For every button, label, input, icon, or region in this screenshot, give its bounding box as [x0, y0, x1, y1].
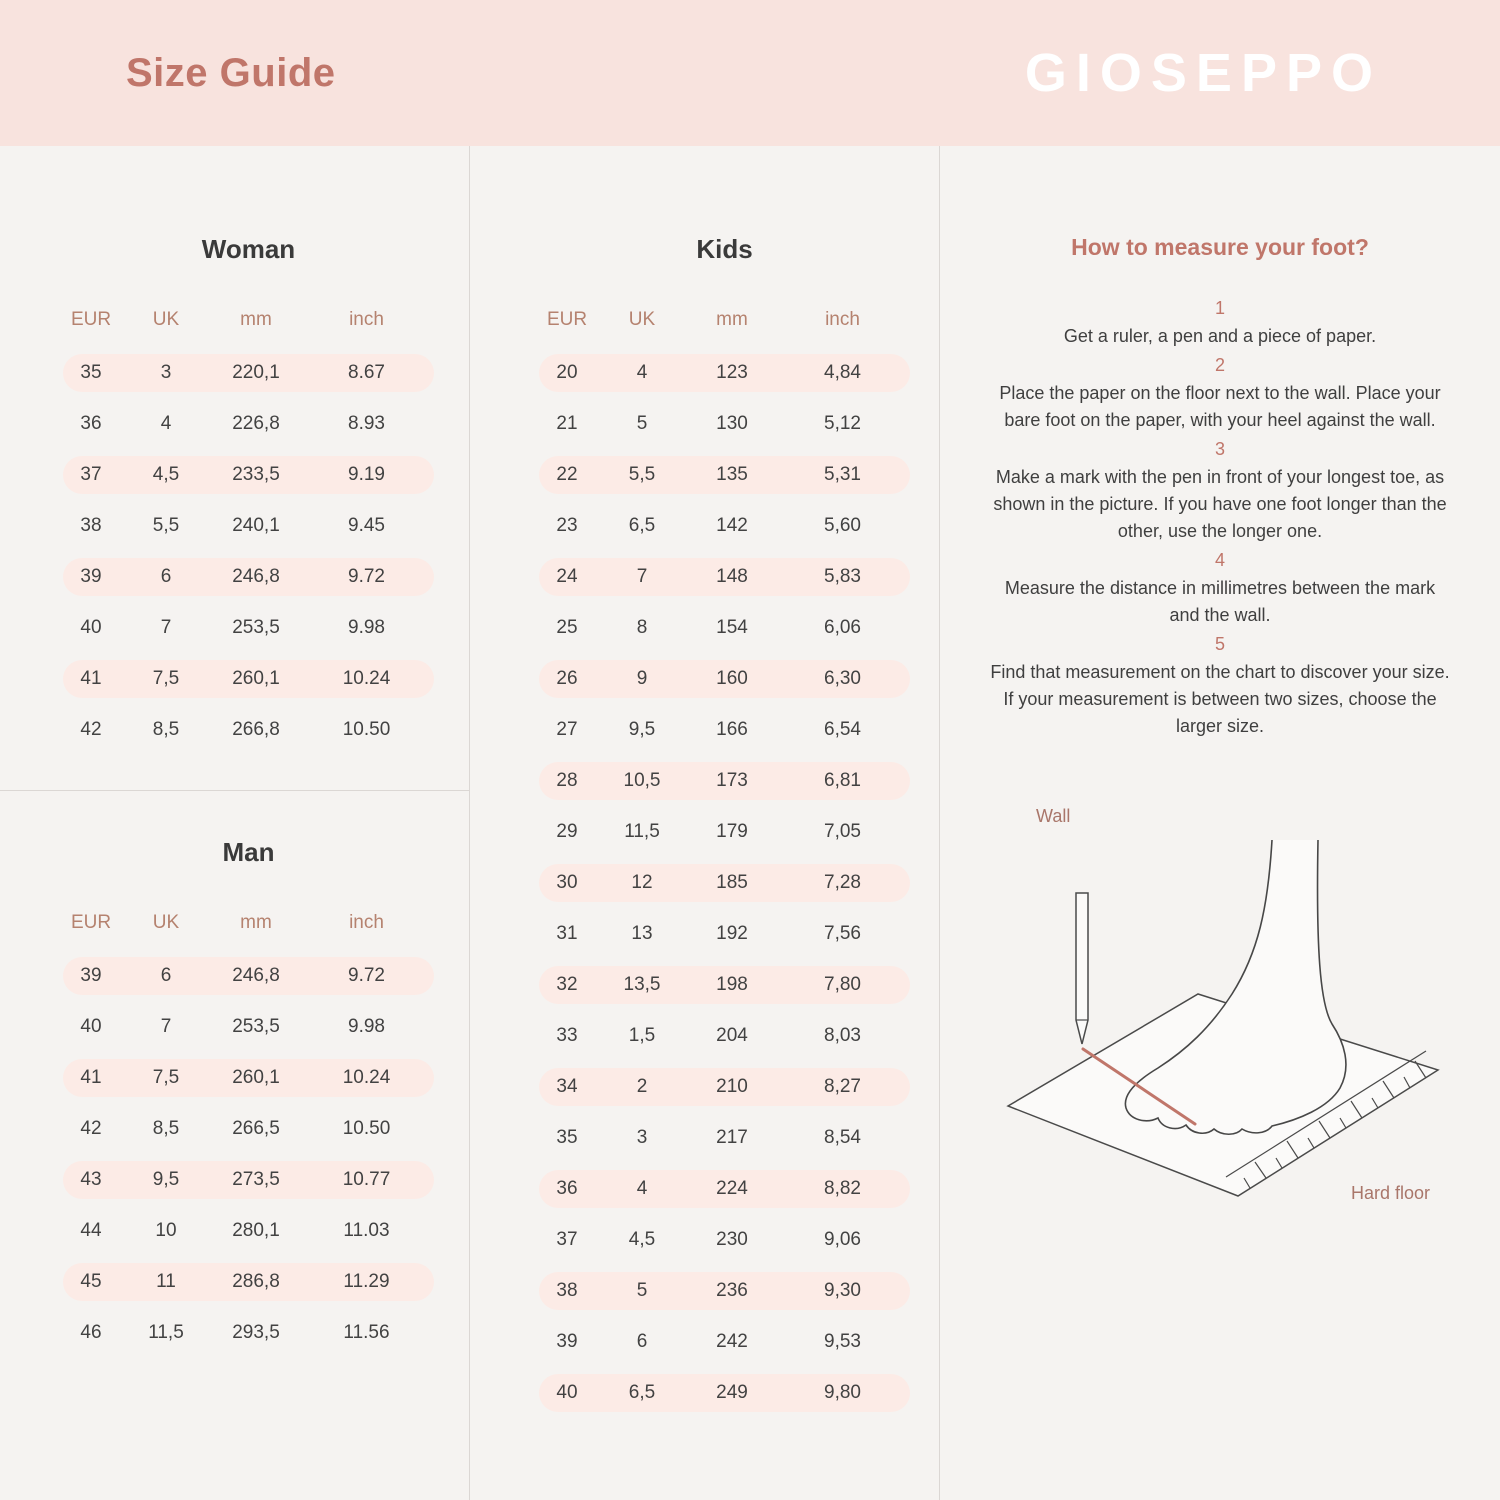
table-cell: 39 [556, 1331, 578, 1352]
table-cell: 9.45 [348, 515, 385, 536]
table-cell: 246,8 [232, 566, 280, 587]
table-cell: 9.98 [348, 1016, 385, 1037]
hard-floor-label: Hard floor [1350, 1183, 1430, 1203]
step-number: 1 [1214, 298, 1225, 318]
table-cell: 236 [716, 1280, 748, 1301]
table-cell: 5,12 [824, 413, 861, 434]
table-cell: 9 [636, 668, 648, 689]
howto-title: How to measure your foot? [1071, 234, 1369, 260]
table-cell: 38 [556, 1280, 578, 1301]
table-row [63, 660, 434, 698]
table-row [63, 456, 434, 494]
wall-label: Wall [1036, 806, 1071, 826]
table-cell: 5 [636, 1280, 648, 1301]
step-number: 5 [1214, 634, 1225, 654]
table-cell: 21 [556, 413, 578, 434]
table-cell: 41 [80, 1067, 102, 1088]
table-cell: 179 [716, 821, 748, 842]
table-cell: 6,5 [628, 515, 656, 536]
column-header: mm [240, 912, 272, 933]
woman-size-table [63, 301, 434, 749]
table-cell: 9.72 [348, 965, 385, 986]
table-cell: 8,54 [824, 1127, 861, 1148]
table-cell: 9,06 [824, 1229, 861, 1250]
table-cell: 135 [716, 464, 748, 485]
table-cell: 9,30 [824, 1280, 861, 1301]
table-cell: 7,28 [824, 872, 861, 893]
table-cell: 9,5 [628, 719, 656, 740]
table-cell: 11 [156, 1271, 176, 1292]
table-cell: 253,5 [232, 1016, 280, 1037]
table-row [63, 1263, 434, 1301]
kids-table-title: Kids [696, 234, 753, 264]
table-row [539, 762, 910, 800]
table-cell: 10 [155, 1220, 177, 1241]
howto-step [970, 434, 1470, 545]
table-cell: 26 [556, 668, 578, 689]
column-header: EUR [70, 309, 112, 330]
table-cell: 5,31 [824, 464, 861, 485]
howto-step [970, 545, 1470, 629]
table-row [539, 1119, 910, 1157]
table-cell: 39 [80, 566, 102, 587]
pencil-icon [1076, 893, 1088, 1044]
table-cell: 10.50 [342, 1118, 391, 1139]
table-cell: 7 [160, 1016, 172, 1037]
table-cell: 9.98 [348, 617, 385, 638]
table-cell: 266,8 [232, 719, 280, 740]
man-table-title: Man [222, 837, 275, 867]
table-cell: 43 [80, 1169, 102, 1190]
kids-size-table [539, 301, 910, 1412]
table-cell: 27 [556, 719, 578, 740]
table-cell: 28 [556, 770, 578, 791]
column-header: UK [152, 309, 180, 330]
table-cell: 293,5 [232, 1322, 280, 1343]
table-cell: 8,27 [824, 1076, 861, 1097]
table-cell: 273,5 [232, 1169, 280, 1190]
column-header: mm [716, 309, 748, 330]
table-cell: 240,1 [232, 515, 280, 536]
table-row [63, 1161, 434, 1199]
table-cell: 217 [716, 1127, 748, 1148]
table-cell: 6,81 [824, 770, 861, 791]
table-row [539, 966, 910, 1004]
column-header: UK [152, 912, 180, 933]
table-cell: 41 [80, 668, 102, 689]
table-cell: 37 [556, 1229, 578, 1250]
foot-outline [1125, 840, 1346, 1134]
table-cell: 8.67 [348, 362, 385, 383]
column-kids [470, 146, 940, 1500]
table-row [63, 354, 434, 392]
table-cell: 24 [556, 566, 578, 587]
table-cell: 166 [716, 719, 748, 740]
table-cell: 11.03 [343, 1220, 390, 1241]
step-text: Make a mark with the pen in front of your longest toe, as shown in the picture. If you have one foot longer than the other, use the longer one. [993, 467, 1447, 541]
table-cell: 22 [556, 464, 578, 485]
column-header: mm [240, 309, 272, 330]
table-cell: 154 [716, 617, 748, 638]
table-cell: 6,5 [628, 1382, 656, 1403]
table-cell: 6,06 [824, 617, 861, 638]
table-cell: 20 [556, 362, 578, 383]
table-row [539, 1068, 910, 1106]
table-cell: 13,5 [623, 974, 661, 995]
table-cell: 29 [556, 821, 578, 842]
column-instructions [940, 146, 1500, 1500]
table-row [63, 507, 434, 545]
table-cell: 220,1 [232, 362, 280, 383]
table-row [539, 1170, 910, 1208]
table-cell: 8.93 [348, 413, 385, 434]
table-cell: 30 [556, 872, 578, 893]
step-text: Place the paper on the floor next to the wall. Place your bare foot on the paper, with your heel against the wall. [999, 383, 1441, 430]
table-cell: 230 [716, 1229, 748, 1250]
table-header-row [63, 904, 434, 942]
step-number: 3 [1214, 439, 1225, 459]
table-cell: 8,82 [824, 1178, 861, 1199]
table-cell: 3 [160, 362, 172, 383]
table-row [539, 354, 910, 392]
table-cell: 10.50 [342, 719, 391, 740]
table-cell: 260,1 [232, 668, 280, 689]
table-cell: 260,1 [232, 1067, 280, 1088]
table-cell: 5 [636, 413, 648, 434]
table-cell: 130 [716, 413, 748, 434]
table-cell: 4,84 [824, 362, 861, 383]
table-cell: 31 [556, 923, 578, 944]
table-cell: 6,30 [824, 668, 861, 689]
column-header: EUR [546, 309, 588, 330]
table-cell: 2 [636, 1076, 648, 1097]
table-row [63, 1110, 434, 1148]
column-header: inch [349, 912, 384, 933]
table-cell: 25 [556, 617, 578, 638]
table-row [539, 507, 910, 545]
table-cell: 226,8 [232, 413, 280, 434]
table-cell: 3 [636, 1127, 648, 1148]
table-cell: 185 [716, 872, 748, 893]
table-row [539, 660, 910, 698]
table-cell: 253,5 [232, 617, 280, 638]
table-cell: 45 [80, 1271, 102, 1292]
table-cell: 10.24 [342, 1067, 391, 1088]
table-cell: 12 [631, 872, 653, 893]
table-row [539, 1017, 910, 1055]
table-cell: 233,5 [232, 464, 280, 485]
table-cell: 8,5 [152, 719, 180, 740]
table-row [539, 405, 910, 443]
howto-step [970, 629, 1470, 740]
table-cell: 32 [556, 974, 578, 995]
table-row [539, 456, 910, 494]
man-section [0, 790, 469, 1365]
howto-steps [970, 293, 1470, 740]
table-cell: 8,5 [152, 1118, 180, 1139]
table-cell: 10,5 [623, 770, 661, 791]
table-row [63, 609, 434, 647]
column-woman-man [0, 146, 470, 1500]
table-row [539, 711, 910, 749]
table-row [63, 711, 434, 749]
table-cell: 40 [80, 1016, 102, 1037]
table-cell: 4,5 [628, 1229, 656, 1250]
table-cell: 6 [636, 1331, 648, 1352]
step-number: 4 [1214, 550, 1225, 570]
table-cell: 9.72 [348, 566, 385, 587]
table-cell: 6 [160, 965, 172, 986]
table-cell: 4 [636, 1178, 648, 1199]
table-cell: 8,03 [824, 1025, 861, 1046]
foot-measure-illustration [990, 798, 1450, 1198]
table-row [539, 864, 910, 902]
table-row [63, 1314, 434, 1352]
table-cell: 40 [556, 1382, 578, 1403]
table-cell: 280,1 [232, 1220, 280, 1241]
table-cell: 38 [80, 515, 102, 536]
table-cell: 42 [80, 719, 102, 740]
table-row [539, 609, 910, 647]
table-cell: 11,5 [624, 821, 660, 842]
table-cell: 6 [160, 566, 172, 587]
table-cell: 123 [716, 362, 748, 383]
table-cell: 36 [556, 1178, 578, 1199]
table-cell: 33 [556, 1025, 578, 1046]
table-cell: 9,5 [152, 1169, 180, 1190]
table-cell: 23 [556, 515, 578, 536]
table-cell: 37 [80, 464, 102, 485]
column-header: EUR [70, 912, 112, 933]
table-header-row [539, 301, 910, 339]
table-cell: 40 [80, 617, 102, 638]
table-row [63, 558, 434, 596]
brand-logo: GIOSEPPO [1024, 43, 1382, 103]
table-cell: 249 [716, 1382, 748, 1403]
table-cell: 7,05 [824, 821, 861, 842]
table-cell: 34 [556, 1076, 578, 1097]
table-cell: 224 [716, 1178, 748, 1199]
table-cell: 11,5 [148, 1322, 184, 1343]
measure-diagram [990, 798, 1450, 1203]
table-cell: 36 [80, 413, 102, 434]
table-cell: 286,8 [232, 1271, 280, 1292]
table-cell: 7,56 [824, 923, 861, 944]
table-cell: 7,80 [824, 974, 861, 995]
table-cell: 35 [80, 362, 102, 383]
table-cell: 42 [80, 1118, 102, 1139]
table-cell: 11.56 [343, 1322, 390, 1343]
step-text: Find that measurement on the chart to discover your size. If your measurement is between two sizes, choose the larger size. [990, 662, 1450, 736]
step-text: Get a ruler, a pen and a piece of paper. [1063, 326, 1377, 346]
table-row [539, 813, 910, 851]
table-row [63, 405, 434, 443]
column-header: inch [825, 309, 860, 330]
howto-step [970, 350, 1470, 434]
kids-section [470, 146, 939, 1412]
table-cell: 10.24 [342, 668, 391, 689]
table-cell: 4,5 [152, 464, 180, 485]
table-cell: 266,5 [232, 1118, 280, 1139]
table-cell: 198 [716, 974, 748, 995]
table-cell: 11.29 [343, 1271, 390, 1292]
table-row [63, 957, 434, 995]
table-cell: 210 [716, 1076, 748, 1097]
table-cell: 1,5 [628, 1025, 656, 1046]
table-cell: 9,53 [824, 1331, 861, 1352]
table-cell: 173 [716, 770, 748, 791]
table-row [539, 915, 910, 953]
table-cell: 242 [716, 1331, 748, 1352]
table-row [539, 1221, 910, 1259]
table-cell: 46 [80, 1322, 102, 1343]
column-header: inch [349, 309, 384, 330]
table-row [539, 558, 910, 596]
table-cell: 5,60 [824, 515, 861, 536]
table-cell: 5,5 [152, 515, 180, 536]
table-cell: 9.19 [348, 464, 385, 485]
table-cell: 4 [636, 362, 648, 383]
header [0, 0, 1500, 146]
table-cell: 8 [636, 617, 648, 638]
table-cell: 13 [631, 923, 653, 944]
table-cell: 5,5 [628, 464, 656, 485]
table-row [63, 1212, 434, 1250]
table-cell: 192 [716, 923, 748, 944]
table-cell: 7,5 [152, 1067, 180, 1088]
table-cell: 7 [636, 566, 648, 587]
step-text: Measure the distance in millimetres between the mark and the wall. [1004, 578, 1436, 625]
table-row [539, 1272, 910, 1310]
table-cell: 35 [556, 1127, 578, 1148]
table-cell: 142 [716, 515, 748, 536]
woman-section [0, 146, 469, 790]
table-row [63, 1008, 434, 1046]
man-size-table [63, 904, 434, 1352]
table-cell: 44 [80, 1220, 102, 1241]
table-cell: 160 [716, 668, 748, 689]
table-cell: 7,5 [152, 668, 180, 689]
table-cell: 5,83 [824, 566, 861, 587]
table-row [539, 1374, 910, 1412]
table-cell: 4 [160, 413, 172, 434]
table-cell: 246,8 [232, 965, 280, 986]
table-row [63, 1059, 434, 1097]
table-cell: 39 [80, 965, 102, 986]
table-cell: 6,54 [824, 719, 861, 740]
woman-table-title: Woman [201, 234, 296, 264]
step-number: 2 [1214, 355, 1225, 375]
table-header-row [63, 301, 434, 339]
table-cell: 148 [716, 566, 748, 587]
column-header: UK [628, 309, 656, 330]
page-title: Size Guide [126, 50, 336, 95]
table-row [539, 1323, 910, 1361]
table-cell: 9,80 [824, 1382, 861, 1403]
table-cell: 204 [716, 1025, 748, 1046]
howto-step [970, 293, 1470, 350]
table-cell: 10.77 [342, 1169, 391, 1190]
content [0, 146, 1500, 1500]
table-cell: 7 [160, 617, 172, 638]
